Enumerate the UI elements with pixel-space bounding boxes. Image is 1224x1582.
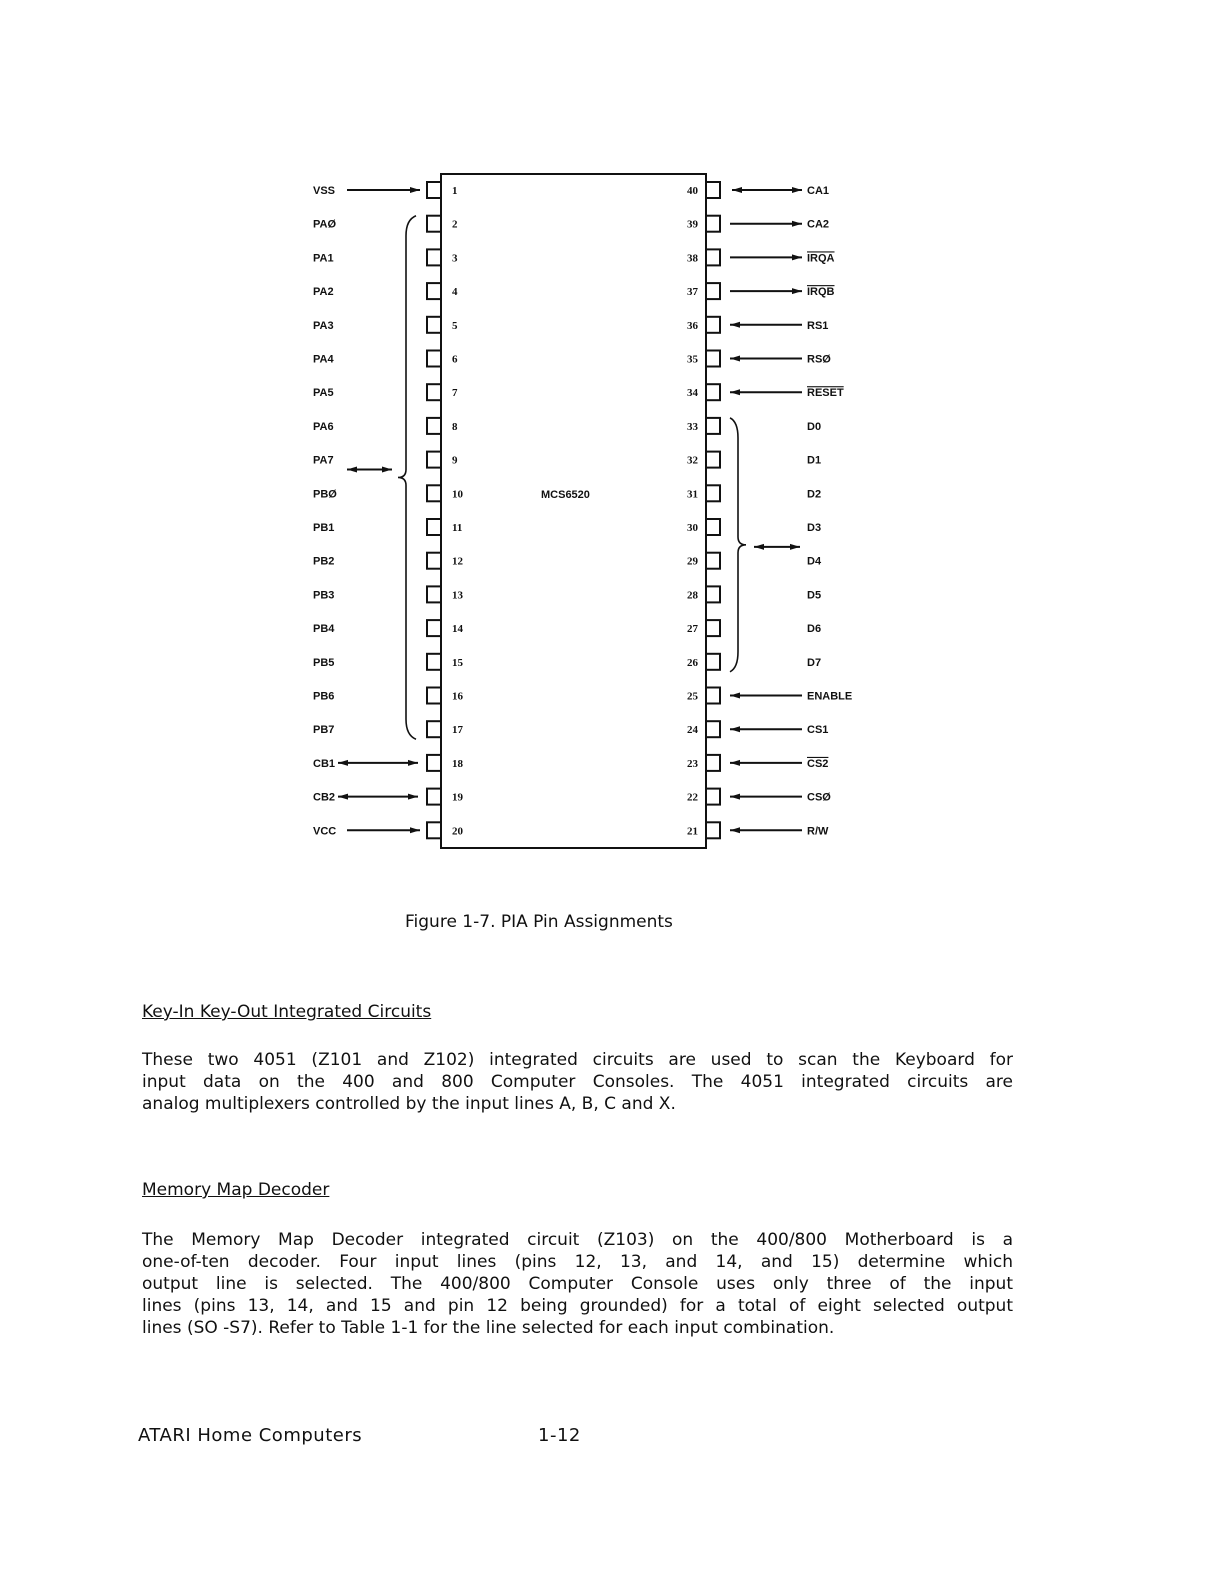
footer-title: ATARI Home Computers [138, 1425, 363, 1446]
pin-number: 4 [452, 286, 458, 299]
pin-number: 15 [452, 656, 463, 669]
arrowhead-icon [408, 794, 418, 800]
pin-label: VCC [313, 825, 337, 838]
pin-label: PA3 [313, 319, 334, 332]
pin-label: D2 [807, 488, 822, 501]
arrowhead-icon [792, 254, 802, 260]
arrowhead-icon [347, 466, 357, 472]
arrowhead-icon [792, 221, 802, 227]
arrowhead-icon [730, 389, 740, 395]
pin-label: PA7 [313, 454, 334, 467]
page-number: 1-12 [538, 1425, 581, 1446]
arrowhead-icon [730, 794, 740, 800]
pin-number: 24 [687, 724, 698, 737]
pin-label: D5 [807, 589, 822, 602]
pin-number: 23 [687, 757, 698, 770]
pin-label: D1 [807, 454, 822, 467]
pin-number: 32 [687, 454, 698, 467]
arrowhead-icon [792, 187, 802, 193]
pin-number: 39 [687, 218, 698, 231]
pin-pad [427, 485, 441, 501]
text-line: output line is selected. The 400/800 Computer Console uses only three of the input [142, 1274, 1013, 1294]
pin-label: VSS [313, 185, 336, 197]
pin-pad [427, 249, 441, 265]
pin-pad [427, 721, 441, 737]
pin-label: RSØ [807, 353, 831, 366]
pin-pad [427, 216, 441, 232]
pin-label: PB5 [313, 656, 335, 669]
pin-pad [706, 654, 720, 670]
pin-label: D0 [807, 420, 822, 433]
text-line: lines (SO -S7). Refer to Table 1-1 for the line selected for each input combination. [142, 1318, 835, 1338]
pin-label: PB3 [313, 589, 335, 602]
right-bus-brace [730, 418, 746, 672]
pin-label: R/W [807, 825, 829, 838]
pin-number: 22 [687, 791, 698, 804]
pin-number: 13 [452, 589, 463, 602]
pin-label: CB1 [313, 757, 336, 770]
pin-pad [427, 620, 441, 636]
pin-label: D3 [807, 522, 822, 534]
section-paragraph-memory-map-decoder [142, 1229, 1013, 1339]
pin-pad [427, 654, 441, 670]
pin-pad [706, 688, 720, 704]
pin-label: ENABLE [807, 690, 853, 703]
pin-number: 11 [452, 522, 463, 534]
pin-pad [427, 182, 441, 198]
section-heading-key-in-key-out: Key-In Key-Out Integrated Circuits [142, 1002, 432, 1022]
text-line: lines (pins 13, 14, and 15 and pin 12 being grounded) for a total of eight selected output [142, 1296, 1013, 1316]
text-line: These two 4051 (Z101 and Z102) integrated circuits are used to scan the Keyboard for [142, 1050, 1013, 1070]
pin-pad [427, 519, 441, 535]
pin-number: 19 [452, 791, 463, 804]
pin-number: 16 [452, 690, 463, 703]
pin-number: 33 [687, 420, 698, 433]
pin-pad [706, 553, 720, 569]
pin-pad [706, 620, 720, 636]
pin-number: 35 [687, 353, 698, 366]
pin-number: 25 [687, 690, 698, 703]
arrowhead-icon [730, 726, 740, 732]
section-heading-memory-map-decoder: Memory Map Decoder [142, 1180, 330, 1200]
pin-label: D6 [807, 623, 822, 636]
arrowhead-icon [338, 760, 348, 766]
arrowhead-icon [730, 827, 740, 833]
pin-label: PB1 [313, 522, 335, 534]
pin-pad [706, 283, 720, 299]
pin-number: 36 [687, 319, 698, 332]
pin-pad [427, 553, 441, 569]
arrowhead-icon [730, 693, 740, 699]
pin-pad [706, 351, 720, 367]
pin-pad [427, 586, 441, 602]
pin-number: 28 [687, 589, 698, 602]
pin-label: PA4 [313, 353, 334, 366]
pin-pad [706, 755, 720, 771]
pin-number: 7 [452, 387, 458, 400]
pin-number: 17 [452, 724, 463, 737]
pin-pad [706, 822, 720, 838]
pin-label: PB7 [313, 724, 335, 737]
pin-pad [706, 249, 720, 265]
chip-label: MCS6520 [541, 489, 590, 501]
arrowhead-icon [408, 760, 418, 766]
pin-pad [427, 688, 441, 704]
pin-pad [706, 721, 720, 737]
arrowhead-icon [792, 288, 802, 294]
pin-pad [427, 452, 441, 468]
pin-pad [427, 384, 441, 400]
pin-pad [427, 789, 441, 805]
pin-pad [706, 384, 720, 400]
pin-label: PA6 [313, 420, 334, 433]
pin-label: CSØ [807, 791, 831, 804]
pin-number: 40 [687, 185, 698, 197]
pin-number: 37 [687, 286, 698, 299]
pin-number: 2 [452, 218, 458, 231]
pin-label: CA2 [807, 218, 830, 231]
pin-pad [427, 317, 441, 333]
pin-label: PBØ [313, 488, 337, 501]
pin-label: IRQA [807, 252, 835, 265]
pin-pad [706, 182, 720, 198]
arrowhead-icon [732, 187, 742, 193]
arrowhead-icon [410, 187, 420, 193]
arrowhead-icon [790, 544, 800, 550]
text-line: The Memory Map Decoder integrated circuit (Z103) on the 400/800 Motherboard is a [142, 1230, 1013, 1250]
text-line: analog multiplexers controlled by the input lines A, B, C and X. [142, 1094, 676, 1114]
left-bus-brace [398, 216, 416, 740]
pin-pad [706, 452, 720, 468]
pin-pad [706, 789, 720, 805]
pin-label: CA1 [807, 185, 830, 197]
pin-number: 26 [687, 656, 698, 669]
pin-number: 34 [687, 387, 698, 400]
pin-number: 8 [452, 420, 458, 433]
arrowhead-icon [730, 322, 740, 328]
pin-label: RS1 [807, 319, 829, 332]
pin-label: CS1 [807, 724, 829, 737]
pin-label: CB2 [313, 791, 336, 804]
pin-number: 10 [452, 488, 463, 501]
pin-number: 1 [452, 185, 458, 197]
pin-label: D4 [807, 555, 822, 568]
pin-label: PA1 [313, 252, 334, 265]
pin-label: D7 [807, 656, 822, 669]
pin-number: 38 [687, 252, 698, 265]
pin-number: 31 [687, 488, 698, 501]
pin-pad [427, 418, 441, 434]
pin-label: PB4 [313, 623, 335, 636]
text-line: one-of-ten decoder. Four input lines (pins 12, 13, and 14, and 15) determine which [142, 1252, 1013, 1272]
pin-number: 29 [687, 555, 698, 568]
pin-pad [706, 418, 720, 434]
text-line: input data on the 400 and 800 Computer Consoles. The 4051 integrated circuits are [142, 1072, 1013, 1092]
pin-label: IRQB [807, 286, 835, 299]
pin-number: 21 [687, 825, 698, 838]
arrowhead-icon [410, 827, 420, 833]
pin-label: CS2 [807, 757, 829, 770]
pin-label: PA2 [313, 286, 334, 299]
pin-number: 30 [687, 522, 698, 534]
pin-pad [706, 216, 720, 232]
pin-number: 9 [452, 454, 458, 467]
arrowhead-icon [754, 544, 764, 550]
pin-pad [706, 317, 720, 333]
pin-pad [427, 755, 441, 771]
pin-pad [427, 351, 441, 367]
pin-number: 3 [452, 252, 458, 265]
arrowhead-icon [338, 794, 348, 800]
arrowhead-icon [730, 356, 740, 362]
chip-body [441, 174, 706, 848]
pin-label: PB6 [313, 690, 335, 703]
figure-caption: Figure 1-7. PIA Pin Assignments [405, 912, 673, 932]
pin-label: PAØ [313, 218, 337, 231]
pin-number: 14 [452, 623, 463, 636]
pin-number: 6 [452, 353, 458, 366]
pin-number: 27 [687, 623, 698, 636]
arrowhead-icon [382, 466, 392, 472]
pin-number: 20 [452, 825, 463, 838]
pin-number: 18 [452, 757, 463, 770]
section-paragraph-key-in-key-out [142, 1049, 1013, 1115]
pin-pad [427, 822, 441, 838]
pin-pad [706, 485, 720, 501]
pin-number: 12 [452, 555, 463, 568]
pin-label: RESET [807, 387, 844, 400]
pin-label: PA5 [313, 387, 334, 400]
arrowhead-icon [730, 760, 740, 766]
pin-pad [706, 519, 720, 535]
pin-pad [427, 283, 441, 299]
pin-pad [706, 586, 720, 602]
pin-label: PB2 [313, 555, 335, 568]
pin-number: 5 [452, 319, 458, 332]
